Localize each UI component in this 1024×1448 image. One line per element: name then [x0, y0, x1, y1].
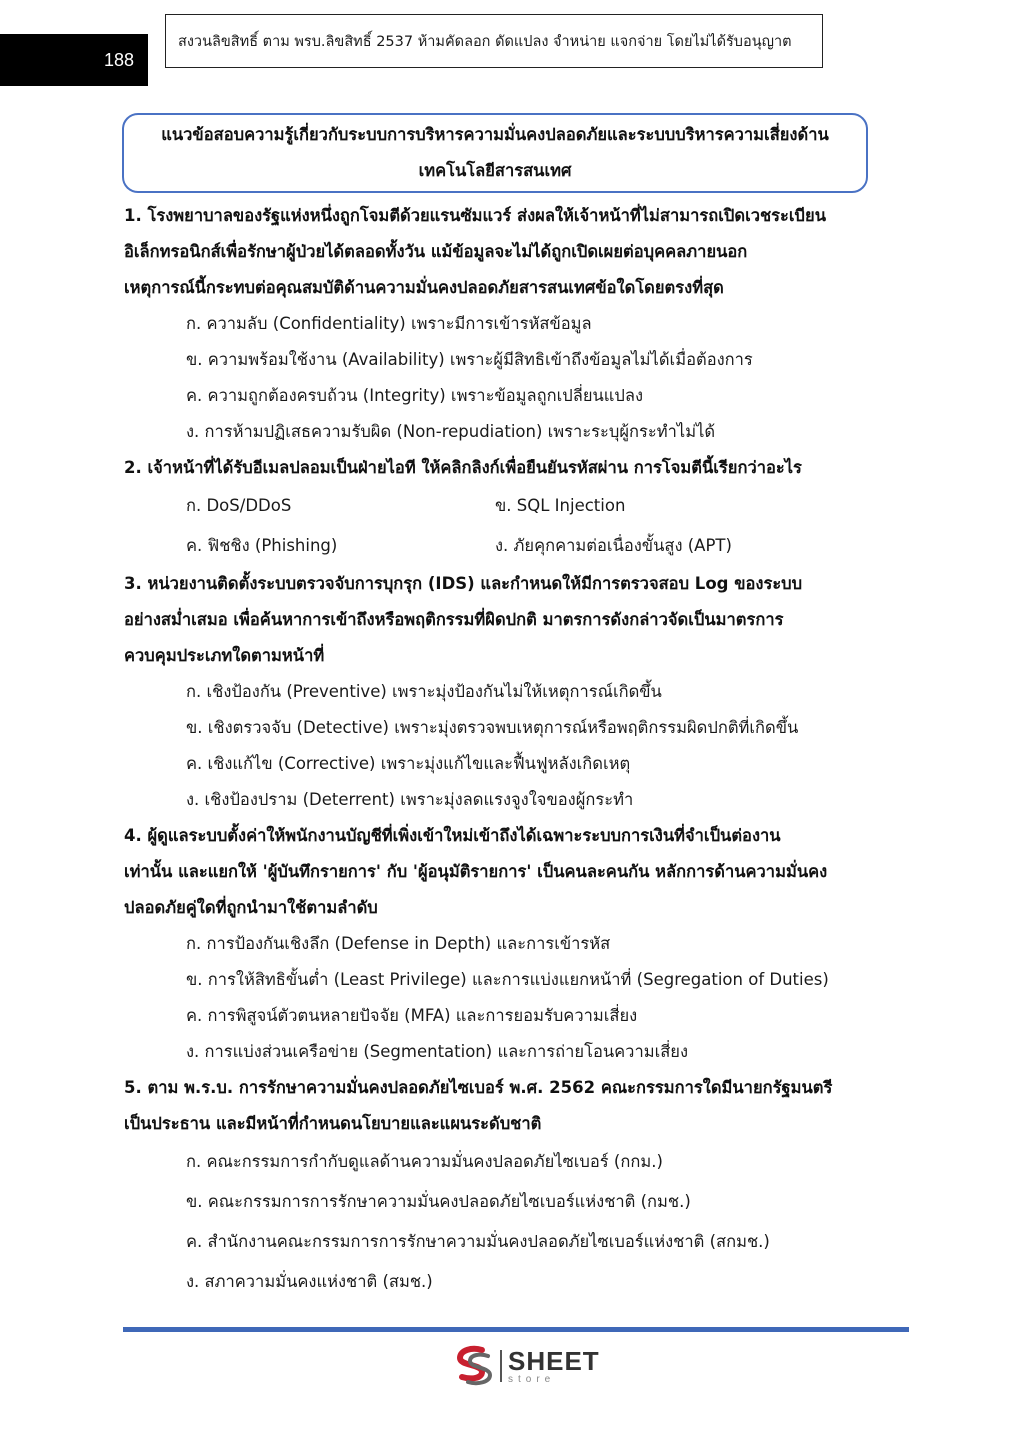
footer-divider: [123, 1327, 909, 1332]
answer-option: ค. ความถูกต้องครบถ้วน (Integrity) เพราะข้อมูลถูกเปลี่ยนแปลง: [186, 386, 644, 405]
answer-option-grid: [124, 486, 884, 566]
question-3: [124, 566, 884, 818]
question-text: 2. เจ้าหน้าที่ได้รับอีเมลปลอมเป็นฝ่ายไอที ให้คลิกลิงก์เพื่อยืนยันรหัสผ่าน การโจมตีนี้เรียกว่าอะไร: [124, 458, 802, 477]
question-text: 3. หน่วยงานติดตั้งระบบตรวจจับการบุกรุก (IDS) และกำหนดให้มีการตรวจสอบ Log ของระบบ: [124, 574, 803, 593]
answer-option-list: [124, 1142, 884, 1302]
question-text: 5. ตาม พ.ร.บ. การรักษาความมั่นคงปลอดภัยไซเบอร์ พ.ศ. 2562 คณะกรรมการใดมีนายกรัฐมนตรี: [124, 1078, 833, 1097]
answer-option: ก. คณะกรรมการกำกับดูแลด้านความมั่นคงปลอดภัยไซเบอร์ (กกม.): [186, 1152, 663, 1171]
logo-word: SHEET: [508, 1345, 600, 1376]
page-number-text: 188: [103, 49, 134, 70]
answer-option: ก. การป้องกันเชิงลึก (Defense in Depth) และการเข้ารหัส: [186, 934, 611, 953]
answer-option: ค. สำนักงานคณะกรรมการการรักษาความมั่นคงปลอดภัยไซเบอร์แห่งชาติ (สกมช.): [186, 1232, 770, 1251]
answer-option: ค. ฟิชชิง (Phishing): [186, 536, 338, 555]
question-text: ควบคุมประเภทใดตามหน้าที่: [124, 646, 325, 665]
question-text: ปลอดภัยคู่ใดที่ถูกนำมาใช้ตามลำดับ: [124, 898, 378, 917]
answer-option: ข. คณะกรรมการการรักษาความมั่นคงปลอดภัยไซเบอร์แห่งชาติ (กมช.): [186, 1192, 691, 1211]
answer-option: ก. เชิงป้องกัน (Preventive) เพราะมุ่งป้องกันไม่ให้เหตุการณ์เกิดขึ้น: [186, 682, 662, 701]
answer-option: ข. ความพร้อมใช้งาน (Availability) เพราะผู้มีสิทธิเข้าถึงข้อมูลไม่ได้เมื่อต้องการ: [186, 350, 753, 369]
answer-option: ง. สภาความมั่นคงแห่งชาติ (สมช.): [186, 1272, 433, 1291]
logo-text: [508, 1345, 600, 1385]
question-text: เท่านั้น และแยกให้ 'ผู้บันทึกรายการ' กับ 'ผู้อนุมัติรายการ' เป็นคนละคนกัน หลักการด้านความมั่นคง: [124, 862, 828, 881]
question-1: [124, 198, 884, 450]
answer-option: ข. SQL Injection: [495, 496, 626, 515]
answer-option: ข. การให้สิทธิขั้นต่ำ (Least Privilege) และการแบ่งแยกหน้าที่ (Segregation of Duties): [186, 970, 829, 989]
question-text: เป็นประธาน และมีหน้าที่กำหนดนโยบายและแผนระดับชาติ: [124, 1114, 542, 1133]
question-list: [124, 198, 884, 1302]
section-title-line-1: แนวข้อสอบความรู้เกี่ยวกับระบบการบริหารความมั่นคงปลอดภัยและระบบบริหารความเสี่ยงด้าน: [161, 125, 829, 144]
answer-option: ง. การห้ามปฏิเสธความรับผิด (Non-repudiation) เพราะระบุผู้กระทำไม่ได้: [186, 422, 716, 441]
question-4: [124, 818, 884, 1070]
question-2: [124, 450, 884, 566]
page-number: [0, 34, 148, 86]
logo-subtext: store: [508, 1373, 556, 1385]
section-title: [122, 113, 868, 193]
question-text: อย่างสม่ำเสมอ เพื่อค้นหาการเข้าถึงหรือพฤติกรรมที่ผิดปกติ มาตรการดังกล่าวจัดเป็นมาตรการ: [124, 610, 784, 629]
question-text: 1. โรงพยาบาลของรัฐแห่งหนึ่งถูกโจมตีด้วยแรนซัมแวร์ ส่งผลให้เจ้าหน้าที่ไม่สามารถเปิดเวชระเบียน: [124, 206, 826, 225]
question-5: [124, 1070, 884, 1302]
answer-option: ก. DoS/DDoS: [186, 496, 292, 515]
sheet-store-logo: [452, 1344, 600, 1388]
question-text: อิเล็กทรอนิกส์เพื่อรักษาผู้ป่วยได้ตลอดทั้งวัน แม้ข้อมูลจะไม่ได้ถูกเปิดเผยต่อบุคคลภายนอก: [124, 242, 748, 261]
answer-option: ข. เชิงตรวจจับ (Detective) เพราะมุ่งตรวจพบเหตุการณ์หรือพฤติกรรมผิดปกติที่เกิดขึ้น: [186, 718, 799, 737]
logo-divider: [500, 1350, 502, 1382]
answer-option: ค. การพิสูจน์ตัวตนหลายปัจจัย (MFA) และการยอมรับความเสี่ยง: [186, 1006, 638, 1025]
copyright-notice: [165, 14, 823, 68]
answer-option: ง. เชิงป้องปราม (Deterrent) เพราะมุ่งลดแรงจูงใจของผู้กระทำ: [186, 790, 634, 809]
answer-option: ง. การแบ่งส่วนเครือข่าย (Segmentation) และการถ่ายโอนความเสี่ยง: [186, 1042, 689, 1061]
answer-option: ก. ความลับ (Confidentiality) เพราะมีการเข้ารหัสข้อมูล: [186, 314, 592, 333]
answer-option: ง. ภัยคุกคามต่อเนื่องขั้นสูง (APT): [495, 536, 732, 555]
question-text: เหตุการณ์นี้กระทบต่อคุณสมบัติด้านความมั่นคงปลอดภัยสารสนเทศข้อใดโดยตรงที่สุด: [124, 278, 724, 297]
section-title-line-2: เทคโนโลยีสารสนเทศ: [418, 161, 572, 180]
copyright-text: สงวนลิขสิทธิ์ ตาม พรบ.ลิขสิทธิ์ 2537 ห้ามคัดลอก ดัดแปลง จำหน่าย แจกจ่าย โดยไม่ได้รับอนุญาต: [178, 33, 792, 50]
answer-option: ค. เชิงแก้ไข (Corrective) เพราะมุ่งแก้ไขและฟื้นฟูหลังเกิดเหตุ: [186, 754, 631, 773]
question-text: 4. ผู้ดูแลระบบตั้งค่าให้พนักงานบัญชีที่เพิ่งเข้าใหม่เข้าถึงได้เฉพาะระบบการเงินที่จำเป็นต่องาน: [124, 826, 781, 845]
sheet-store-logo-icon: [452, 1344, 496, 1388]
